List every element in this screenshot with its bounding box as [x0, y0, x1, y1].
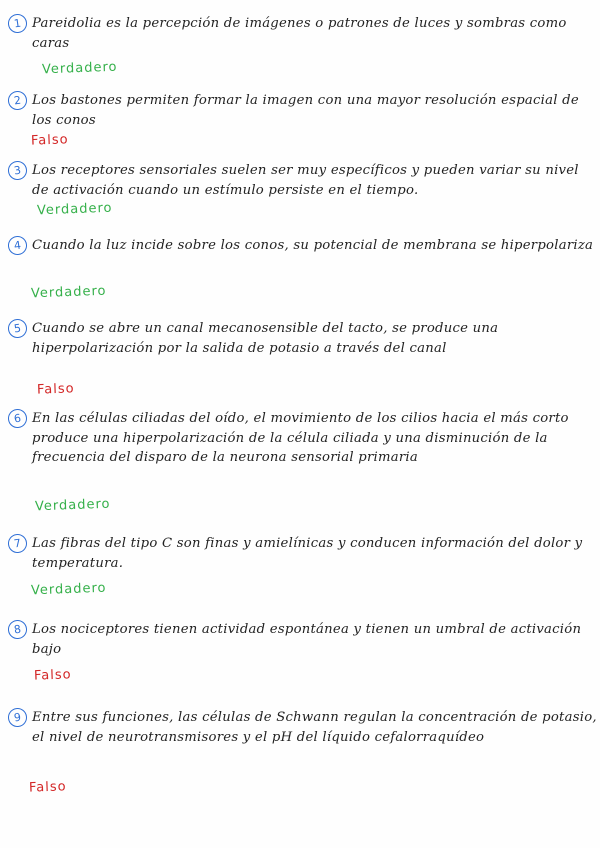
question-number-3: 3	[7, 160, 28, 181]
answer-4: Verdadero	[30, 283, 107, 302]
answer-1: Verdadero	[41, 59, 118, 78]
question-number-9: 9	[7, 707, 28, 728]
answer-8: Falso	[33, 667, 72, 684]
question-text-8: Los nociceptores tienen actividad espontánea y tienen un umbral de activación bajo	[32, 622, 582, 657]
question-number-8: 8	[7, 619, 28, 640]
question-number-1: 1	[7, 13, 28, 34]
answer-6: Verdadero	[34, 496, 111, 515]
question-number-2: 2	[7, 90, 28, 111]
answer-7: Verdadero	[30, 580, 107, 599]
answer-5: Falso	[36, 381, 75, 398]
answer-3: Verdadero	[36, 200, 113, 219]
question-text-9: Entre sus funciones, las células de Schwann regulan la concentración de potasio, el nivel de neurotransmisores y el pH del líquido cefalorraquídeo	[32, 710, 597, 745]
question-text-6: En las células ciliadas del oído, el movimiento de los cilios hacia el más corto produce una hiperpolarización de la célula ciliada y una disminución de la frecuencia del disparo de la neurona sensorial primaria	[32, 411, 569, 465]
question-text-5: Cuando se abre un canal mecanosensible del tacto, se produce una hiperpolarización por la salida de potasio a través del canal	[32, 321, 499, 356]
question-text-7: Las fibras del tipo C son finas y amielínicas y conducen información del dolor y temperatura.	[32, 536, 583, 571]
question-text-1: Pareidolia es la percepción de imágenes o patrones de luces y sombras como caras	[32, 16, 567, 51]
answer-9: Falso	[28, 779, 67, 796]
question-text-4: Cuando la luz incide sobre los conos, su potencial de membrana se hiperpolariza	[32, 238, 594, 253]
question-number-4: 4	[7, 235, 28, 256]
answer-2: Falso	[30, 132, 69, 149]
question-text-2: Los bastones permiten formar la imagen con una mayor resolución espacial de los conos	[32, 93, 579, 128]
question-number-7: 7	[7, 533, 28, 554]
question-number-6: 6	[7, 408, 28, 429]
question-number-5: 5	[7, 318, 28, 339]
question-text-3: Los receptores sensoriales suelen ser muy específicos y pueden variar su nivel de activación cuando un estímulo persiste en el tiempo.	[32, 163, 579, 198]
